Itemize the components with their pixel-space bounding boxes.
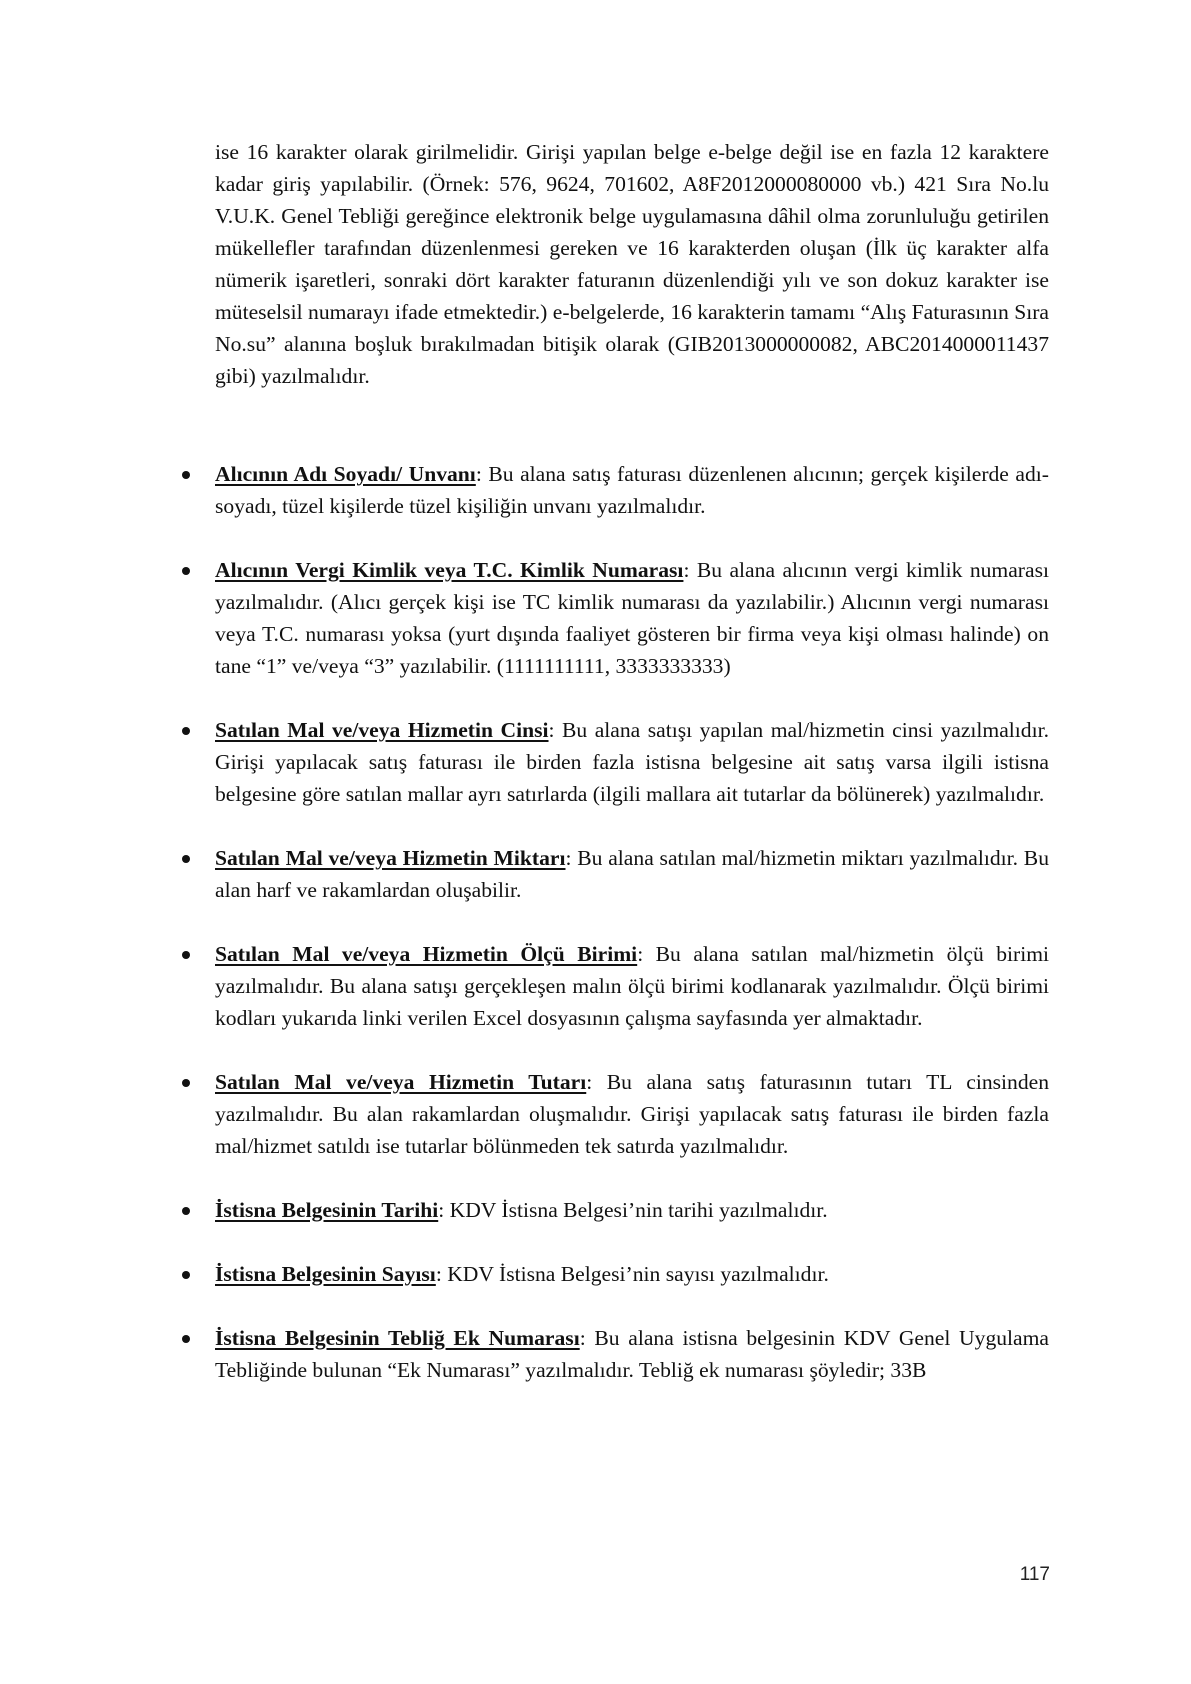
term-alici-vergi-kimlik: Alıcının Vergi Kimlik veya T.C. Kimlik Numarası [215,558,684,582]
description-mal-hizmet-miktari: : Bu alana satılan mal/hizmetin miktarı yazılmalıdır. Bu alan harf ve rakamlardan oluşabilir. [215,846,1049,902]
list-item-istisna-sayisi [215,1258,1049,1290]
description-istisna-tarihi: : KDV İstisna Belgesi’nin tarihi yazılmalıdır. [438,1198,828,1222]
bullet-icon [182,1079,190,1087]
term-alici-adi-soyadi-unvani: Alıcının Adı Soyadı/ Unvanı [215,462,476,486]
bullet-icon [182,1271,190,1279]
description-alici-adi: : Bu alana satış faturası düzenlenen alıcının; gerçek kişilerde adı-soyadı, tüzel kişilerde tüzel kişiliğin unvanı yazılmalıdır. [215,462,1049,518]
description-alici-vergi-kimlik: : Bu alana alıcının vergi kimlik numarası yazılmalıdır. (Alıcı gerçek kişi ise TC kimlik numarası da yazılabilir.) Alıcının vergi numarası veya T.C. numarası yoksa (yurt dışında faaliyet gösteren bir firma veya kişi olması halinde) on tane “1” ve/veya “3” yazılabilir. (1111111111, 3333333333) [215,558,1049,678]
description-istisna-sayisi: : KDV İstisna Belgesi’nin sayısı yazılmalıdır. [435,1262,829,1286]
list-item-mal-hizmet-cinsi [215,714,1049,810]
page-number: 117 [1019,1564,1050,1585]
list-item-alici-vergi-kimlik [215,554,1049,682]
intro-section [215,136,1049,392]
list-item-olcu-birimi [215,938,1049,1034]
description-tutar: : Bu alana satış faturasının tutarı TL cinsinden yazılmalıdır. Bu alan rakamlardan oluşmalıdır. Girişi yapılacak satış faturası ile birden fazla mal/hizmet satıldı ise tutarlar bölünmeden tek satırda yazılmalıdır. [215,1070,1049,1158]
term-mal-hizmet-miktari: Satılan Mal ve/veya Hizmetin Miktarı [215,846,566,870]
list-item-mal-hizmet-miktari [215,842,1049,906]
list-item-teblig-ek-numarasi [215,1322,1049,1386]
term-olcu-birimi: Satılan Mal ve/veya Hizmetin Ölçü Birimi [215,942,638,966]
description-mal-hizmet-cinsi: : Bu alana satışı yapılan mal/hizmetin cinsi yazılmalıdır. Girişi yapılacak satış faturası ile birden fazla istisna belgesine ait satış varsa ilgili istisna belgesine göre satılan mallar ayrı satırlarda (ilgili mallara ait tutarlar da bölünerek) yazılmalıdır. [215,718,1049,806]
description-teblig-ek-numarasi: : Bu alana istisna belgesinin KDV Genel Uygulama Tebliğinde bulunan “Ek Numarası” yazılmalıdır. Tebliğ ek numarası şöyledir; 33B [215,1326,1050,1382]
bullet-icon [182,1207,190,1215]
bullet-icon [182,951,190,959]
term-istisna-tarihi: İstisna Belgesinin Tarihi [215,1198,439,1222]
description-olcu-birimi: : Bu alana satılan mal/hizmetin ölçü birimi yazılmalıdır. Bu alana satışı gerçekleşen malın ölçü birimi kodlanarak yazılmalıdır. Ölçü birimi kodları yukarıda linki verilen Excel dosyasının çalışma sayfasında yer almaktadır. [215,942,1049,1030]
bullet-icon [182,727,190,735]
field-description-list [0,458,1191,1386]
intro-paragraph: ise 16 karakter olarak girilmelidir. Girişi yapılan belge e-belge değil ise en fazla 12 karaktere kadar giriş yapılabilir. (Örnek: 576, 9624, 701602, A8F2012000080000 vb.) 421 Sıra No.lu V.U.K. Genel Tebliği gereğince elektronik belge uygulamasına dâhil olma zorunluluğu getirilen mükellefler tarafından düzenlenmesi gereken ve 16 karakterden oluşan (İlk üç karakter alfa nümerik işaretleri, sonraki dört karakter faturanın düzenlendiği yılı ve son dokuz karakter ise müteselsil numarayı ifade etmektedir.) e-belgelerde, 16 karakterin tamamı “Alış Faturasının Sıra No.su” alanına boşluk bırakılmadan bitişik olarak (GIB2013000000082, ABC2014000011437 gibi) yazılmalıdır. [215,140,1049,388]
list-item-alici-adi [215,458,1049,522]
list-item-istisna-tarihi [215,1194,1049,1226]
bullet-icon [182,1335,190,1343]
list-item-tutar [215,1066,1049,1162]
bullet-icon [182,567,190,575]
bullet-icon [182,471,190,479]
term-mal-hizmet-cinsi: Satılan Mal ve/veya Hizmetin Cinsi [215,718,549,742]
term-tutar: Satılan Mal ve/veya Hizmetin Tutarı [215,1070,587,1094]
term-teblig-ek-numarasi: İstisna Belgesinin Tebliğ Ek Numarası [215,1326,580,1350]
term-istisna-sayisi: İstisna Belgesinin Sayısı [215,1262,436,1286]
bullet-icon [182,855,190,863]
